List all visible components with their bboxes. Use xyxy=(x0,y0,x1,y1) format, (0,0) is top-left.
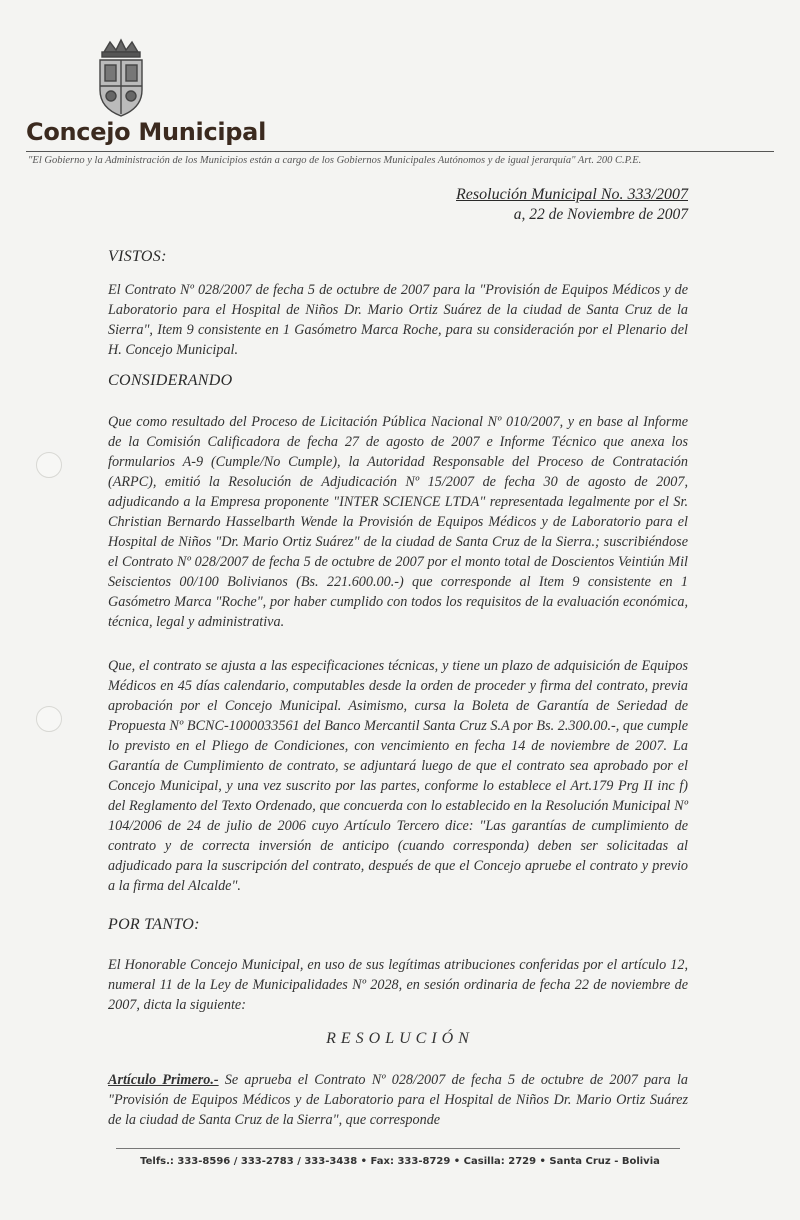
org-title: Concejo Municipal xyxy=(26,118,266,146)
resolution-date: a, 22 de Noviembre de 2007 xyxy=(513,206,688,223)
considerando-heading: CONSIDERANDO xyxy=(108,372,233,389)
motto: "El Gobierno y la Administración de los Municipios están a cargo de los Gobiernos Municipales Autónomos y de igual jerarquía" Art. 200 C.P.E. xyxy=(28,155,642,166)
footer-divider xyxy=(116,1148,680,1149)
portanto-heading: POR TANTO: xyxy=(108,916,200,933)
articulo-primero xyxy=(108,1070,688,1130)
punch-hole xyxy=(36,706,62,732)
resolution-number: Resolución Municipal No. 333/2007 xyxy=(456,186,688,203)
portanto-paragraph: El Honorable Concejo Municipal, en uso de sus legítimas atribuciones conferidas por el artículo 12, numeral 11 de la Ley de Municipalidades Nº 2028, en sesión ordinaria de fecha 22 de noviembre de 2007, dicta la siguiente: xyxy=(108,957,688,1013)
considerando-paragraph-2: Que, el contrato se ajusta a las especificaciones técnicas, y tiene un plazo de adquisición de Equipos Médicos en 45 días calendario, computables desde la orden de proceder y firma del contrato, previa aprobación por el Concejo Municipal. Asimismo, cursa la Boleta de Garantía de Seriedad de Propuesta Nº BCNC-1000033561 del Banco Mercantil Santa Cruz S.A por Bs. 2.300.00.-, que cumple lo previsto en el Pliego de Condiciones, con vencimiento en fecha 14 de noviembre de 2007. La Garantía de Cumplimiento de contrato, se adjuntará luego de que el contrato sea aprobado por el Concejo Municipal, y una vez suscrito por las partes, conforme lo establece el Art.179 Prg II inc f) del Reglamento del Texto Ordenado, que concuerda con lo establecido en la Resolución Municipal Nº 104/2006 de 24 de julio de 2006 cuyo Artículo Tercero dice: "Las garantías de cumplimiento de contrato y de correcta inversión de anticipo (cuando corresponda) deben ser solicitadas al adjudicado para la suscripción del contrato, después de que el Concejo apruebe el contrato y previo a la firma del Alcalde". xyxy=(108,658,688,894)
footer-contact: Telfs.: 333-8596 / 333-2783 / 333-3438 • Fax: 333-8729 • Casilla: 2729 • Santa Cruz - Bolivia xyxy=(140,1156,660,1167)
resolucion-heading: RESOLUCIÓN xyxy=(326,1030,474,1047)
vistos-paragraph: El Contrato Nº 028/2007 de fecha 5 de octubre de 2007 para la "Provisión de Equipos Médicos y de Laboratorio para el Hospital de Niños Dr. Mario Ortiz Suárez de la ciudad de Santa Cruz de la Sierra", Item 9 consistente en 1 Gasómetro Marca Roche, para su consideración por el Plenario del H. Concejo Municipal. xyxy=(108,282,688,358)
considerando-paragraph-1: Que como resultado del Proceso de Licitación Pública Nacional Nº 010/2007, y en base al Informe de la Comisión Calificadora de fecha 27 de agosto de 2007 e Informe Técnico que anexa los formularios A-9 (Cumple/No Cumple), la Autoridad Responsable del Proceso de Contratación (ARPC), emitió la Resolución de Adjudicación Nº 15/2007 de fecha 30 de agosto de 2007, adjudicando a la Empresa proponente "INTER SCIENCE LTDA" representada legalmente por el Sr. Christian Bernardo Hasselbarth Wende la Provisión de Equipos Médicos y de Laboratorio para el Hospital de Niños "Dr. Mario Ortiz Suárez" de la ciudad de Santa Cruz de la Sierra.; suscribiéndose el Contrato Nº 028/2007 de fecha 5 de octubre de 2007 por el monto total de Doscientos Veintiún Mil Seiscientos 00/100 Bolivianos (Bs. 221.600.00.-) que corresponde al Item 9 consistente en 1 Gasómetro Marca "Roche", por haber cumplido con todos los requisitos de la evaluación económica, técnica, legal y administrativa. xyxy=(108,414,688,630)
punch-hole xyxy=(36,452,62,478)
coat-of-arms-icon xyxy=(92,38,150,120)
articulo-text: Se aprueba el Contrato Nº 028/2007 de fecha 5 de octubre de 2007 para la "Provisión de Equipos Médicos y de Laboratorio para el Hospital de Niños Dr. Mario Ortiz Suárez de la ciudad de Santa Cruz de la Sierra", que corresponde xyxy=(108,1072,688,1128)
articulo-label: Artículo Primero.- xyxy=(108,1072,219,1088)
vistos-heading: VISTOS: xyxy=(108,248,167,265)
header-divider xyxy=(26,151,774,152)
